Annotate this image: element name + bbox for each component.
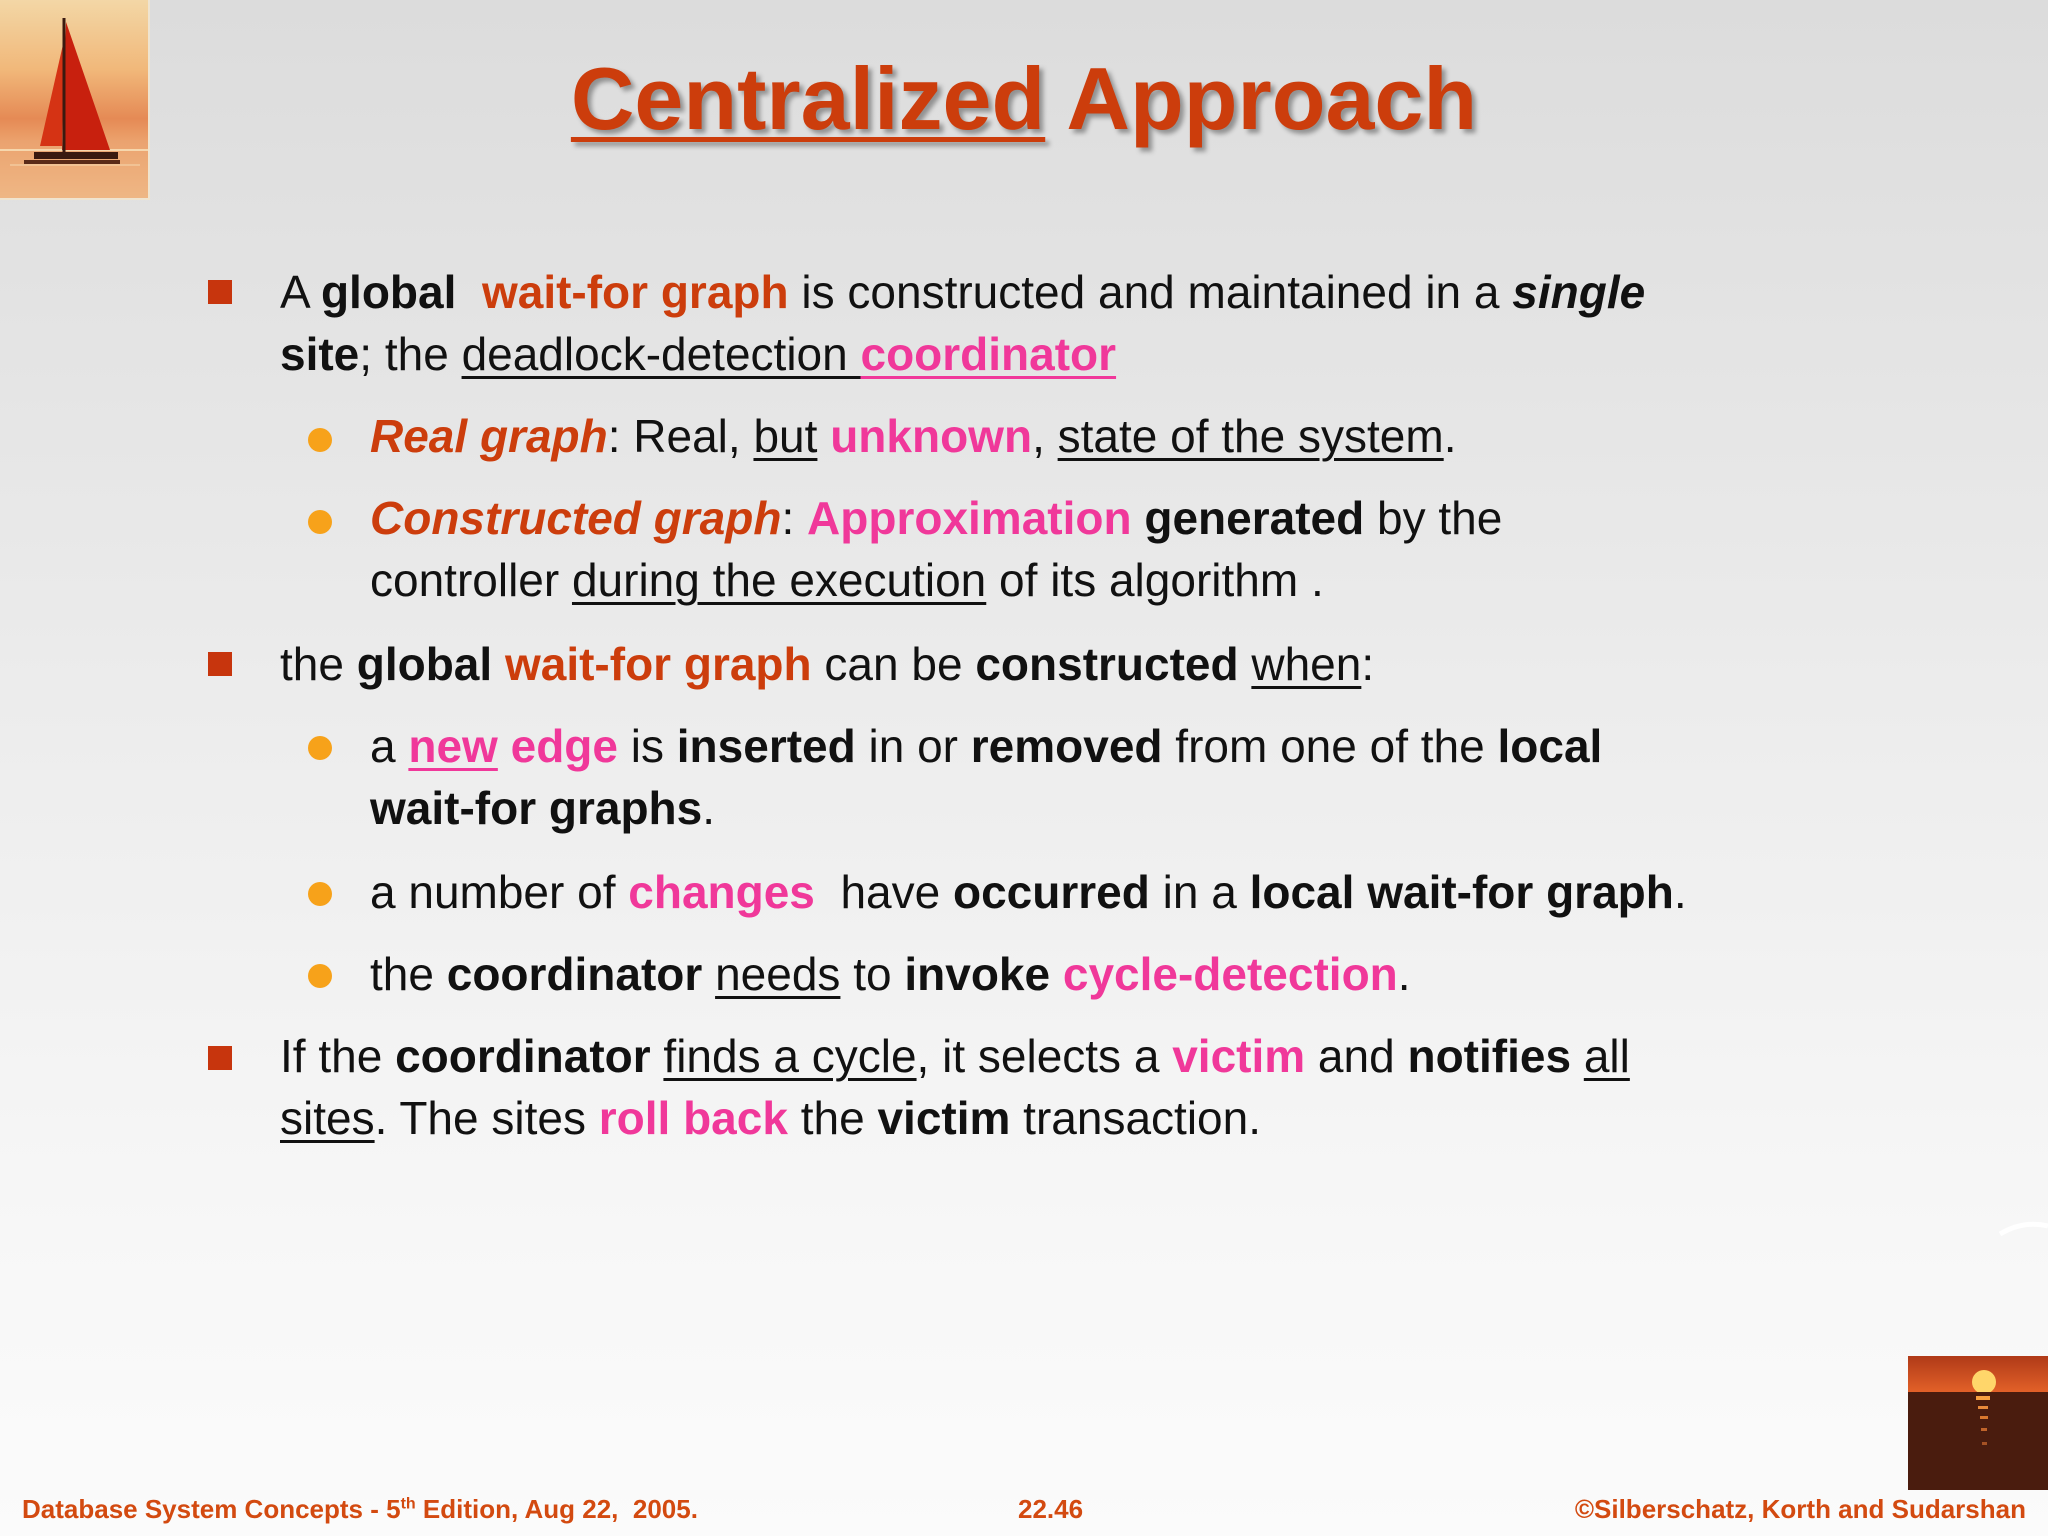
bullet-3-line-1 [280,1028,1630,1084]
text: single [1512,266,1646,318]
text: the [787,1092,878,1144]
text: , it selects a [916,1030,1173,1082]
text: coordinator [395,1030,651,1082]
text [1132,492,1145,544]
footer-copyright: ©Silberschatz, Korth and Sudarshan [1574,1494,2026,1524]
text: occurred [953,866,1150,918]
text: by the [1364,492,1503,544]
text: coordinator [446,948,703,1000]
text: , [1032,410,1058,462]
text: . [1443,410,1457,462]
text: needs [715,948,841,1000]
text [492,638,505,690]
text: edge [510,720,618,772]
square-bullet-icon [208,652,232,676]
text: the [370,948,447,1000]
text: Approximation [807,492,1132,544]
text: Database System Concepts - 5 [22,1494,401,1524]
text: can be [811,638,976,690]
dot-bullet-icon [308,882,332,906]
text: controller [370,554,572,606]
text: notifies [1407,1030,1572,1082]
text [702,948,715,1000]
sub-bullet-constructed-graph-line-1 [370,490,1502,546]
text: finds a cycle [663,1030,917,1082]
dot-bullet-icon [308,736,332,760]
text: all [1583,1030,1630,1082]
dot-bullet-icon [308,964,332,988]
text: of its algorithm . [986,554,1324,606]
text: changes [628,866,815,918]
text: local [1497,720,1603,772]
text: If the [280,1030,396,1082]
text: a [370,720,409,772]
text: transaction. [1010,1092,1261,1144]
text: roll back [598,1092,788,1144]
text: deadlock-detection [461,328,861,380]
text: inserted [676,720,856,772]
bullet-2 [280,636,1374,692]
text: generated [1144,492,1365,544]
text: from one of the [1162,720,1498,772]
text: . [1397,948,1411,1000]
text: Constructed graph [370,492,782,544]
text: Real graph [370,410,608,462]
text: . [1673,866,1687,918]
text: wait-for graphs [370,782,703,834]
text [498,720,511,772]
dot-bullet-icon [308,428,332,452]
text: but [753,410,818,462]
text: Edition, Aug 22, 2005. [415,1494,698,1524]
text: new [408,720,498,772]
square-bullet-icon [208,1046,232,1070]
text: removed [970,720,1163,772]
text: and [1305,1030,1408,1082]
bullet-3-line-2 [280,1090,1261,1146]
text: cycle-detection [1062,948,1398,1000]
sub-bullet-real-graph [370,408,1456,464]
text: invoke [904,948,1051,1000]
text: . [702,782,716,834]
text: have [814,866,953,918]
text: site [280,328,360,380]
text [817,410,830,462]
text [651,1030,664,1082]
sub-bullet-cycle-detection [370,946,1411,1002]
text: a number of [370,866,629,918]
text: to [840,948,905,1000]
text: . The sites [374,1092,599,1144]
text: victim [1172,1030,1306,1082]
text: : [781,492,808,544]
text: is [618,720,677,772]
text: the [280,638,357,690]
text: : [1361,638,1375,690]
text [1050,948,1063,1000]
text: ; the [359,328,462,380]
text: th [400,1495,416,1513]
text: in or [855,720,971,772]
dot-bullet-icon [308,510,332,534]
title-underlined-word: Centralized [570,49,1046,148]
text: local wait-for graph [1249,866,1674,918]
text: wait-for graph [504,638,812,690]
sub-bullet-changes [370,864,1687,920]
decorative-swirl-icon [1998,1216,2048,1246]
sub-bullet-new-edge-line-1 [370,718,1602,774]
sub-bullet-new-edge-line-2 [370,780,715,836]
square-bullet-icon [208,280,232,304]
text: state of the system [1057,410,1444,462]
text: global [356,638,493,690]
sunset-corner-image [1908,1356,2048,1490]
title-word: Approach [1066,49,1478,148]
bullet-1-line-1 [280,264,1645,320]
text: when [1251,638,1362,690]
bullet-1-line-2 [280,326,1116,382]
text: is constructed and maintained in a [788,266,1513,318]
text: : Real, [607,410,754,462]
text: wait-for graph [481,266,789,318]
text: unknown [830,410,1033,462]
text: sites [280,1092,375,1144]
footer-book-title [22,1494,698,1525]
text: constructed [975,638,1239,690]
text [456,266,482,318]
text: in a [1149,866,1250,918]
text [1571,1030,1584,1082]
text: global [320,266,457,318]
footer-page-number: 22.46 [1018,1494,1084,1524]
text [1239,638,1252,690]
text: during the execution [571,554,987,606]
text: coordinator [860,328,1117,380]
sub-bullet-constructed-graph-line-2 [370,552,1324,608]
text: A [280,266,321,318]
text: victim [877,1092,1011,1144]
